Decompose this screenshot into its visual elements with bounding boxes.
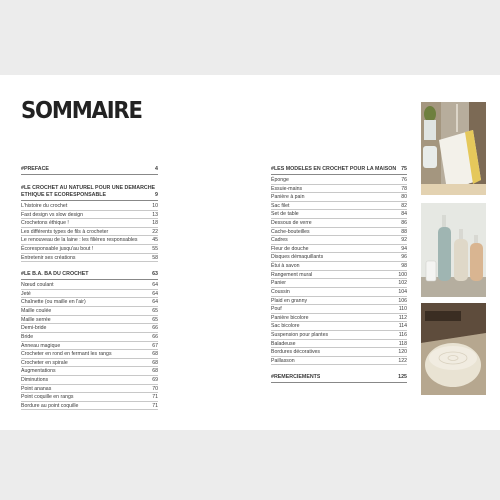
toc-entry-title: Entretenir ses créations — [21, 254, 76, 261]
toc-entry-title: Le renouveau de la laine : les filières responsables — [21, 237, 138, 244]
toc-entry-title: Coussin — [271, 288, 290, 295]
toc-entry-title: Bordure au point coquille — [21, 402, 79, 409]
toc-entry-page-number: 92 — [401, 237, 407, 244]
toc-entry-title: Point ananas — [21, 385, 52, 392]
toc-entry-page-number: 55 — [152, 246, 158, 253]
toc-section-page-number: 75 — [401, 166, 407, 172]
toc-entry-title: Éponge — [271, 177, 289, 183]
toc-entry-title: Les différents types de fils à crocheter — [21, 228, 109, 235]
toc-entry[interactable] — [271, 288, 407, 297]
toc-entry-title: Paillasson — [271, 357, 295, 364]
toc-entry-title: Bordures décoratives — [271, 349, 321, 356]
toc-entry[interactable] — [21, 333, 158, 342]
toc-entry[interactable] — [271, 297, 407, 306]
toc-entry[interactable] — [271, 262, 407, 271]
toc-entry-page-number: 70 — [152, 385, 158, 392]
toc-entry[interactable] — [21, 367, 158, 376]
toc-entry-page-number: 98 — [401, 263, 407, 270]
toc-entry[interactable] — [271, 305, 407, 314]
toc-entry[interactable] — [21, 307, 158, 316]
toc-entry-page-number: 68 — [152, 368, 158, 375]
toc-entry-page-number: 114 — [398, 323, 407, 330]
toc-section-title: #REMERCIEMENTS — [271, 374, 321, 381]
toc-entry[interactable] — [271, 228, 407, 237]
toc-section-title: #LE B.A. BA DU CROCHET — [21, 271, 89, 278]
toc-left-column — [21, 166, 158, 410]
toc-entry-title: Jeté — [21, 290, 31, 297]
toc-entry[interactable] — [21, 359, 158, 368]
toc-entry-page-number: 71 — [152, 402, 158, 409]
toc-entry-page-number: 94 — [401, 245, 407, 252]
toc-entry-page-number: 64 — [152, 290, 158, 297]
toc-entry-title: Chaînette (ou maille en l'air) — [21, 299, 86, 306]
toc-entry-title: Rangement mural — [271, 271, 313, 278]
toc-entry-page-number: 86 — [401, 220, 407, 227]
toc-entry[interactable] — [21, 316, 158, 325]
toc-entry-title: Sac filet — [271, 202, 290, 209]
toc-entry-title: Nœud coulant — [21, 282, 54, 289]
toc-entry-page-number: 100 — [398, 271, 407, 278]
toc-entry-page-number: 67 — [152, 342, 158, 349]
toc-entry[interactable] — [271, 322, 407, 331]
toc-entry[interactable] — [21, 350, 158, 359]
toc-entry[interactable] — [21, 385, 158, 394]
toc-entry[interactable] — [271, 357, 407, 366]
toc-entry-title: Écoresponsable jusqu'au bout ! — [21, 246, 94, 253]
toc-entry[interactable] — [271, 331, 407, 340]
toc-section-heading[interactable] — [271, 374, 407, 383]
toc-entry[interactable] — [271, 219, 407, 228]
toc-entry-title: Suspension pour plantes — [271, 331, 329, 338]
toc-entry[interactable] — [21, 211, 158, 220]
toc-entry-page-number: 18 — [152, 220, 158, 227]
photo-bottle-covers — [421, 203, 486, 297]
toc-entry-page-number: 10 — [152, 203, 158, 209]
toc-entry-title: L'histoire du crochet — [21, 203, 68, 209]
toc-entry-page-number: 78 — [401, 185, 407, 192]
toc-entry-title: Point coquille en rangs — [21, 394, 74, 401]
toc-entry[interactable] — [271, 210, 407, 219]
toc-entry-title: Panière bicolore — [271, 314, 309, 321]
toc-entry-page-number: 112 — [398, 314, 407, 321]
toc-entry-page-number: 110 — [398, 306, 407, 313]
toc-entry-page-number: 13 — [152, 211, 158, 218]
page-title: SOMMAIRE — [21, 98, 142, 124]
toc-entry[interactable] — [271, 271, 407, 280]
toc-entry[interactable] — [21, 228, 158, 237]
toc-entry-page-number: 64 — [152, 282, 158, 289]
toc-entry-page-number: 118 — [398, 340, 407, 347]
toc-section-heading[interactable] — [21, 185, 158, 201]
toc-right-column — [271, 166, 407, 384]
toc-entry[interactable] — [21, 281, 158, 290]
toc-entry-title: Plaid en granny — [271, 297, 308, 304]
toc-entry-page-number: 22 — [152, 228, 158, 235]
toc-entry[interactable] — [21, 342, 158, 351]
toc-entry-page-number: 82 — [401, 202, 407, 209]
toc-entry[interactable] — [271, 340, 407, 349]
toc-entry[interactable] — [271, 193, 407, 202]
toc-entry-page-number: 102 — [398, 280, 407, 287]
toc-entry-page-number: 68 — [152, 351, 158, 358]
toc-section-title: #LE CROCHET AU NATUREL POUR UNE DÉMARCHE — [21, 185, 156, 191]
toc-entry[interactable] — [21, 402, 158, 411]
photo-pouf — [421, 303, 486, 395]
toc-section-heading[interactable] — [21, 271, 158, 280]
section-gap — [21, 176, 158, 185]
toc-entry-title: Dessous de verre — [271, 220, 312, 227]
toc-entry-page-number: 120 — [398, 349, 407, 356]
toc-entry[interactable] — [21, 393, 158, 402]
toc-entry[interactable] — [21, 245, 158, 254]
toc-entry-page-number: 66 — [152, 325, 158, 332]
toc-entry-page-number: 58 — [152, 254, 158, 261]
toc-entry-title: Maille serrée — [21, 316, 51, 323]
toc-entry[interactable] — [271, 185, 407, 194]
toc-section-heading[interactable] — [21, 166, 158, 175]
toc-entry-page-number: 65 — [152, 316, 158, 323]
toc-entry-title: Disques démaquillants — [271, 254, 324, 261]
toc-entry-page-number: 69 — [152, 376, 158, 383]
toc-section-title: #LES MODÈLES EN CROCHET POUR LA MAISON — [271, 166, 397, 172]
toc-entry-page-number: 88 — [401, 228, 407, 235]
toc-entry[interactable] — [21, 290, 158, 299]
toc-entry-page-number: 80 — [401, 194, 407, 201]
toc-entry-title: Set de table — [271, 211, 299, 218]
toc-entry-page-number: 45 — [152, 237, 158, 244]
toc-entry-title: Fast design vs slow design — [21, 211, 83, 218]
toc-entry-title: Étui à savon — [271, 263, 300, 270]
toc-entry[interactable] — [21, 376, 158, 385]
toc-entry-title: Sac bicolore — [271, 323, 300, 330]
toc-entry[interactable] — [21, 219, 158, 228]
toc-entry-title: Cache-bouteilles — [271, 228, 310, 235]
toc-entry[interactable] — [271, 176, 407, 185]
toc-entry-title: Fleur de douche — [271, 245, 309, 252]
toc-entry-page-number: 65 — [152, 308, 158, 315]
toc-entry-title: Crocheter en rond en fermant les rangs — [21, 351, 112, 358]
toc-section-title: #PRÉFACE — [21, 166, 49, 172]
toc-section-page-number: 4 — [155, 166, 158, 172]
toc-entry-page-number: 66 — [152, 333, 158, 340]
toc-entry-title: Crochetons éthique ! — [21, 220, 69, 227]
toc-entry-title: Baladeuse — [271, 340, 296, 347]
toc-entry-page-number: 116 — [398, 331, 407, 338]
toc-entry-page-number: 71 — [152, 394, 158, 401]
toc-entry[interactable] — [271, 245, 407, 254]
toc-entry-title: Panier — [271, 280, 286, 287]
toc-entry-page-number: 104 — [398, 288, 407, 295]
toc-entry[interactable] — [271, 236, 407, 245]
toc-section-title: ÉTHIQUE ET ÉCORESPONSABLE — [21, 192, 107, 198]
toc-entry[interactable] — [271, 314, 407, 323]
toc-entry-page-number: 76 — [401, 177, 407, 183]
photo-towel-hanging — [421, 102, 486, 195]
section-gap — [271, 365, 407, 374]
toc-entry[interactable] — [21, 324, 158, 333]
toc-section-page-number: 125 — [398, 374, 407, 381]
toc-entry-page-number: 68 — [152, 359, 158, 366]
toc-entry-title: Crocheter en spirale — [21, 359, 68, 366]
toc-entry[interactable] — [21, 298, 158, 307]
toc-section-heading[interactable] — [271, 166, 407, 175]
toc-entry[interactable] — [21, 254, 158, 263]
toc-entry[interactable] — [271, 348, 407, 357]
toc-section-page-number: 9 — [155, 192, 158, 198]
toc-section-page-number: 63 — [152, 271, 158, 278]
toc-entry-title: Diminutions — [21, 376, 49, 383]
toc-entry-title: Maille coulée — [21, 308, 52, 315]
toc-entry-title: Demi-bride — [21, 325, 47, 332]
toc-entry-title: Anneau magique — [21, 342, 61, 349]
toc-entry-page-number: 122 — [398, 357, 407, 364]
toc-entry[interactable] — [21, 236, 158, 245]
toc-entry[interactable] — [271, 279, 407, 288]
toc-entry-page-number: 106 — [398, 297, 407, 304]
toc-entry-title: Cadres — [271, 237, 288, 244]
toc-entry-title: Essuie-mains — [271, 185, 303, 192]
toc-entry-title: Pouf — [271, 306, 282, 313]
toc-entry-page-number: 96 — [401, 254, 407, 261]
toc-entry[interactable] — [21, 202, 158, 211]
toc-entry-title: Panière à pain — [271, 194, 305, 201]
toc-entry[interactable] — [271, 202, 407, 211]
toc-entry-title: Augmentations — [21, 368, 56, 375]
section-gap — [21, 262, 158, 271]
toc-entry-page-number: 64 — [152, 299, 158, 306]
toc-entry-title: Bride — [21, 333, 34, 340]
toc-entry-page-number: 84 — [401, 211, 407, 218]
toc-entry[interactable] — [271, 253, 407, 262]
